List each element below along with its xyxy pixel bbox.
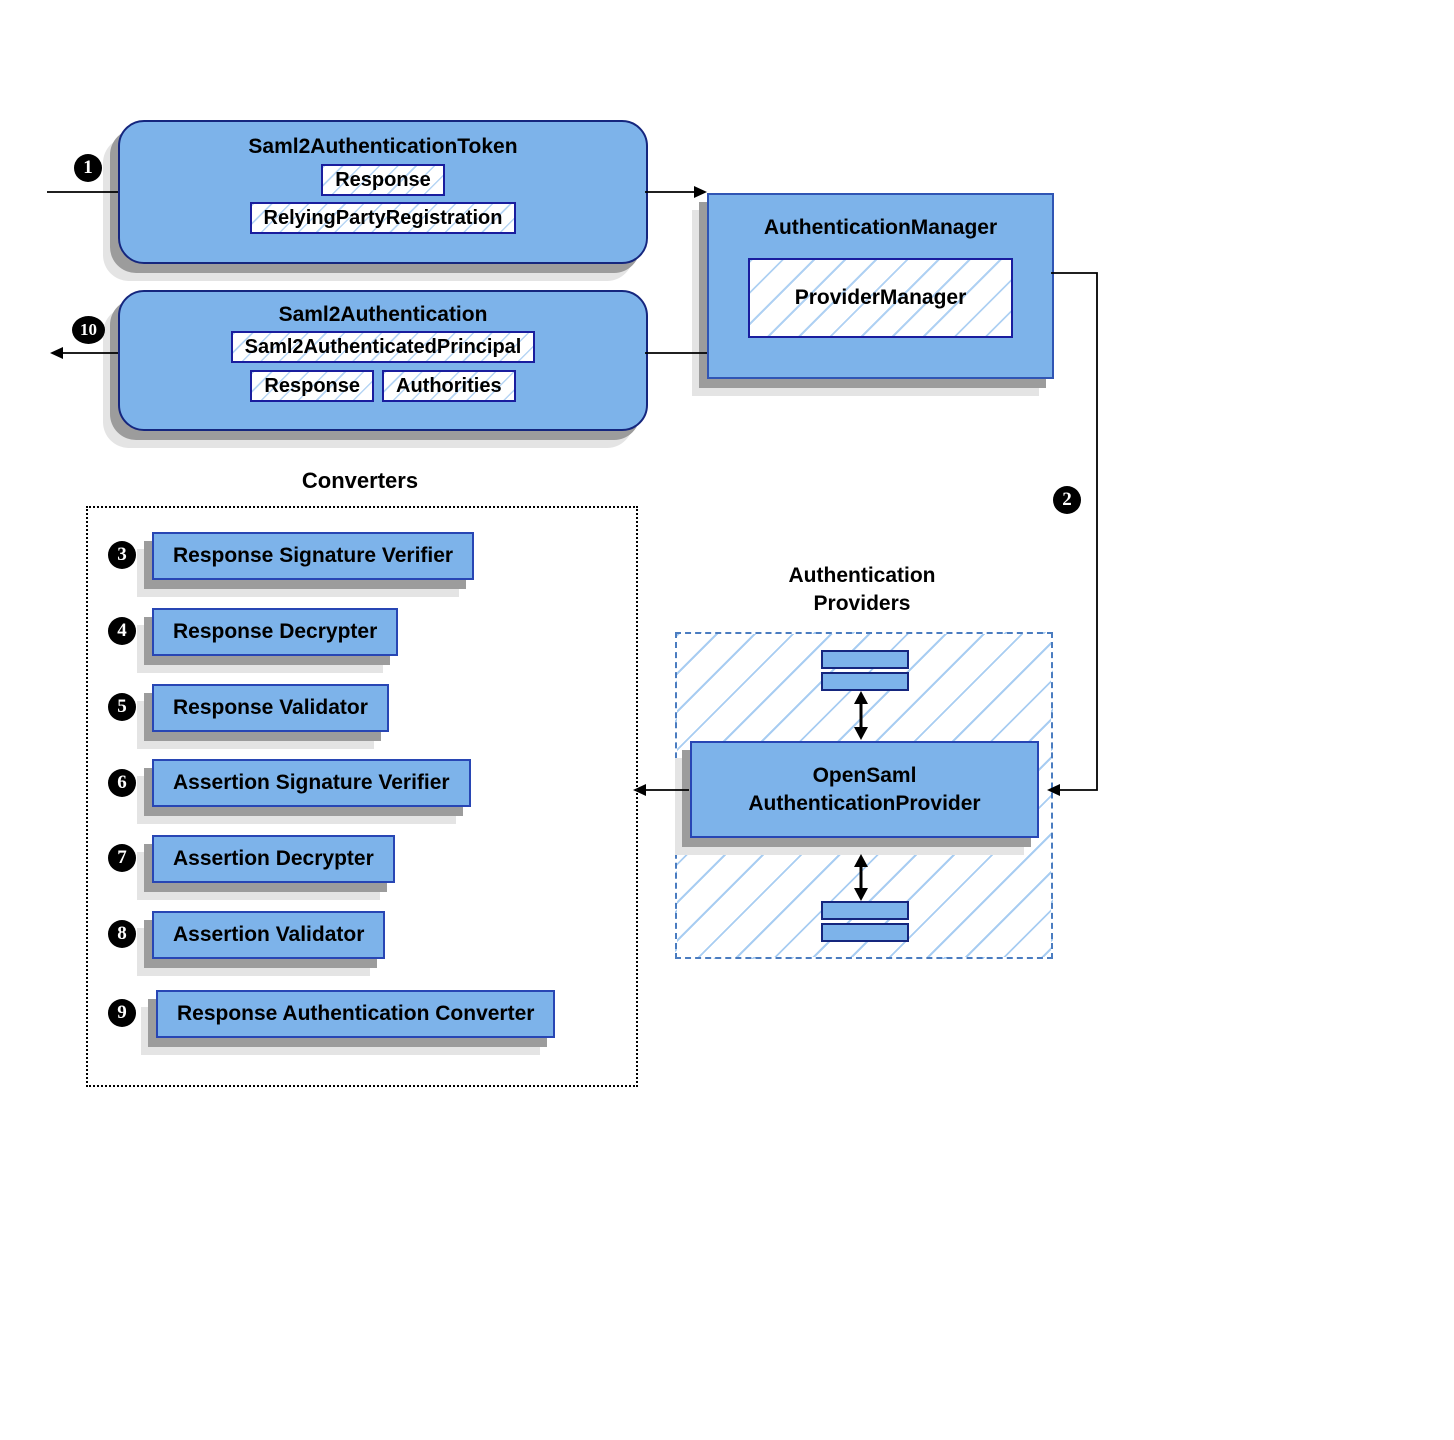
step-7-badge: 7 (108, 844, 136, 872)
response-signature-verifier-box: Response Signature Verifier (152, 532, 474, 580)
step-6-badge: 6 (108, 769, 136, 797)
node-title-line1: OpenSaml (812, 763, 917, 787)
step-10-badge: 10 (72, 316, 105, 344)
response-chip: Response (321, 164, 445, 196)
response-authentication-converter-box: Response Authentication Converter (156, 990, 555, 1038)
provider-stack-bar (821, 901, 909, 920)
chip-group (120, 164, 646, 234)
chip-group (120, 370, 646, 402)
provider-manager-chip: ProviderManager (748, 258, 1013, 338)
step-4-badge: 4 (108, 617, 136, 645)
assertion-decrypter-box: Assertion Decrypter (152, 835, 395, 883)
response-validator-box: Response Validator (152, 684, 389, 732)
converters-group-title: Converters (301, 468, 419, 493)
title-line: Authentication (788, 564, 936, 587)
provider-stack-bar (821, 650, 909, 669)
response-chip: Response (250, 370, 374, 402)
authentication-manager-node (707, 193, 1054, 379)
step-9-badge: 9 (108, 999, 136, 1027)
node-title: Saml2Authentication (278, 303, 488, 326)
saml2-authentication-node (118, 290, 648, 431)
step-5-badge: 5 (108, 693, 136, 721)
step-1-badge: 1 (74, 154, 102, 182)
converters-group-box (86, 506, 638, 1087)
authorities-chip: Authorities (382, 370, 516, 402)
assertion-validator-box: Assertion Validator (152, 911, 385, 959)
assertion-signature-verifier-box: Assertion Signature Verifier (152, 759, 471, 807)
response-decrypter-box: Response Decrypter (152, 608, 398, 656)
step-2-badge: 2 (1053, 486, 1081, 514)
provider-stack-bar (821, 672, 909, 691)
step-8-badge: 8 (108, 920, 136, 948)
saml2-authenticated-principal-chip: Saml2AuthenticatedPrincipal (231, 331, 536, 363)
step-3-badge: 3 (108, 541, 136, 569)
saml2-authentication-token-node (118, 120, 648, 264)
opensaml-authentication-provider-node (690, 741, 1039, 838)
provider-stack-bar (821, 923, 909, 942)
node-title-line2: AuthenticationProvider (748, 791, 981, 815)
authentication-providers-title (675, 562, 1049, 618)
title-line: Providers (813, 592, 911, 615)
node-title: Saml2AuthenticationToken (248, 135, 518, 158)
relying-party-registration-chip: RelyingPartyRegistration (250, 202, 517, 234)
node-title: AuthenticationManager (763, 216, 998, 239)
